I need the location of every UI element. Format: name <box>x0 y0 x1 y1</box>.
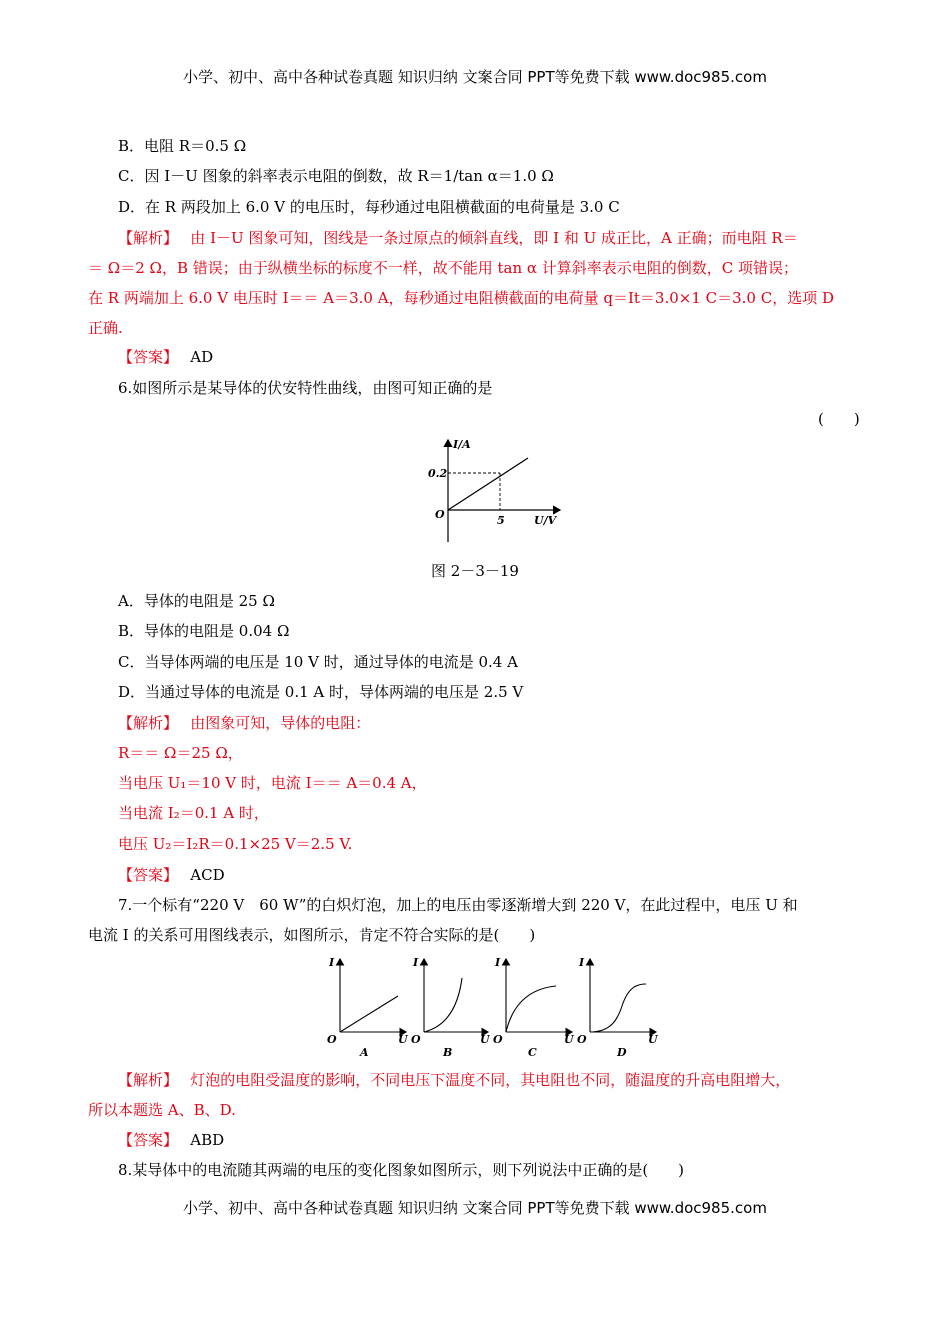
q5-answer-label: 【答案】 <box>118 348 171 366</box>
q7-label-a: A <box>360 1046 369 1059</box>
q6-figure-caption: 图 2－3－19 <box>431 562 519 580</box>
svg-text:O: O <box>411 1033 421 1046</box>
svg-text:U: U <box>480 1033 490 1046</box>
q7-graph-b <box>411 956 491 1059</box>
q6-origin-label: O <box>435 508 445 521</box>
q6-analysis-line-1 <box>118 713 862 733</box>
q7-label-b: B <box>443 1046 453 1059</box>
q7-analysis-text-1: 灯泡的电阻受温度的影响，不同电压下温度不同，其电阻也不同，随温度的升高电阻增大， <box>190 1071 791 1089</box>
page-header: 小学、初中、高中各种试卷真题 知识归纳 文案合同 PPT等免费下载 www.doc985.com <box>183 68 767 86</box>
q7-curve-d <box>590 984 646 1032</box>
q7-answer: ABD <box>190 1131 225 1149</box>
svg-text:I: I <box>495 956 501 969</box>
q6-answer-bracket: ( ) <box>818 410 860 428</box>
q6-analysis-line-4: 当电流 I₂＝0.1 A 时， <box>118 804 269 822</box>
q6-y-tick-label: 0.2 <box>428 467 448 480</box>
svg-text:U: U <box>564 1033 574 1046</box>
svg-text:U: U <box>648 1033 658 1046</box>
q5-analysis-line-1 <box>118 228 862 248</box>
q6-iv-graph <box>420 436 570 546</box>
q7-answer-label: 【答案】 <box>118 1131 171 1149</box>
svg-text:I: I <box>329 956 335 969</box>
q7-analysis-line-2: 所以本题选 A、B、D. <box>88 1101 236 1119</box>
q7-curve-b <box>424 978 462 1032</box>
q6-analysis-line-3: 当电压 U₁＝10 V 时，电流 I＝＝ A＝0.4 A， <box>118 774 427 792</box>
q7-analysis-label: 【解析】 <box>118 1071 171 1089</box>
q7-curve-c <box>506 986 556 1032</box>
q7-graph-a <box>327 956 409 1059</box>
q6-stem: 6.如图所示是某导体的伏安特性曲线，由图可知正确的是 <box>118 379 493 397</box>
svg-text:O: O <box>327 1033 337 1046</box>
q6-analysis-label: 【解析】 <box>118 714 171 732</box>
q5-option-c: C．因 I－U 图象的斜率表示电阻的倒数，故 R＝1/tan α＝1.0 Ω <box>118 167 554 185</box>
q6-answer: ACD <box>190 866 225 884</box>
svg-text:I: I <box>579 956 585 969</box>
q7-answer-line <box>118 1130 862 1150</box>
q6-analysis-line-5: 电压 U₂＝I₂R＝0.1×25 V＝2.5 V. <box>118 835 353 853</box>
q6-analysis-line-2: R＝＝ Ω＝25 Ω， <box>118 744 243 762</box>
q8-stem: 8.某导体中的电流随其两端的电压的变化图象如图所示，则下列说法中正确的是( ) <box>118 1161 685 1179</box>
q7-label-d: D <box>617 1046 627 1059</box>
q7-graph-d <box>577 956 659 1059</box>
q5-analysis-line-4: 正确. <box>88 319 123 337</box>
q5-answer: AD <box>190 348 214 366</box>
q5-option-d: D．在 R 两段加上 6.0 V 的电压时，每秒通过电阻横截面的电荷量是 3.0 C <box>118 198 620 216</box>
q7-graphs <box>320 954 670 1064</box>
q6-x-axis-label: U/V <box>534 514 557 527</box>
svg-text:O: O <box>493 1033 503 1046</box>
q7-curve-a <box>340 996 398 1032</box>
q6-answer-line <box>118 865 862 885</box>
q6-option-d: D．当通过导体的电流是 0.1 A 时，导体两端的电压是 2.5 V <box>118 683 524 701</box>
q5-option-b: B．电阻 R＝0.5 Ω <box>118 137 247 155</box>
q6-iv-line <box>448 458 528 510</box>
svg-text:U: U <box>398 1033 408 1046</box>
q5-analysis-text-1: 由 I－U 图象可知，图线是一条过原点的倾斜直线，即 I 和 U 成正比，A 正确；而电阻 R＝ <box>190 229 798 247</box>
svg-text:O: O <box>577 1033 587 1046</box>
q6-analysis-text-1: 由图象可知，导体的电阻： <box>190 714 371 732</box>
q5-analysis-line-2: ＝ Ω＝2 Ω，B 错误；由于纵横坐标的标度不一样，故不能用 tan α 计算斜率表示电阻的倒数，C 项错误； <box>88 259 799 277</box>
q5-answer-line <box>118 347 862 367</box>
q5-analysis-label: 【解析】 <box>118 229 171 247</box>
q7-stem-line-1: 7.一个标有“220 V 60 W”的白炽灯泡，加上的电压由零逐渐增大到 220 V，在此过程中，电压 U 和 <box>118 896 798 914</box>
q7-analysis-line-1 <box>118 1070 862 1090</box>
q6-y-axis-label: I/A <box>453 438 471 451</box>
page-footer: 小学、初中、高中各种试卷真题 知识归纳 文案合同 PPT等免费下载 www.doc985.com <box>183 1199 767 1217</box>
q7-label-c: C <box>528 1046 537 1059</box>
q7-graph-c <box>493 956 575 1059</box>
q6-option-c: C．当导体两端的电压是 10 V 时，通过导体的电流是 0.4 A <box>118 653 518 671</box>
q6-answer-label: 【答案】 <box>118 866 171 884</box>
q6-x-tick-label: 5 <box>497 514 505 527</box>
q5-analysis-line-3: 在 R 两端加上 6.0 V 电压时 I＝＝ A＝3.0 A，每秒通过电阻横截面的电荷量 q＝It＝3.0×1 C＝3.0 C，选项 D <box>88 289 835 307</box>
q6-option-b: B．导体的电阻是 0.04 Ω <box>118 622 290 640</box>
svg-text:I: I <box>413 956 419 969</box>
q7-stem-line-2: 电流 I 的关系可用图线表示，如图所示，肯定不符合实际的是( ) <box>88 926 536 944</box>
q6-option-a: A．导体的电阻是 25 Ω <box>118 592 275 610</box>
